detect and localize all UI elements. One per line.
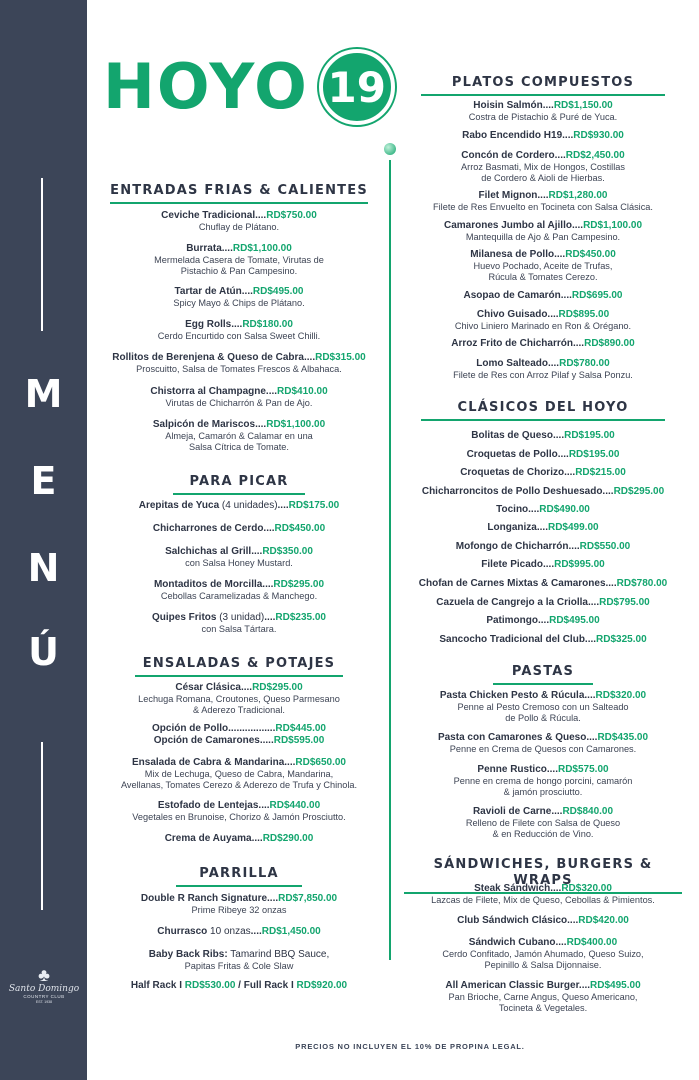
menu-item: Filet Mignon....RD$1,280.00 Filete de Res Envuelto en Tocineta con Salsa Clásica. (433, 190, 653, 212)
menu-item: Ensalada de Cabra & Mandarina....RD$650.00 Mix de Lechuga, Queso de Cabra, Mandarina, Avellanas, Tomates Cerezo & Aderezo de Trufa y Chinola. (120, 757, 358, 790)
menu-item: Arepitas de Yuca (4 unidades)....RD$175.00 (138, 500, 340, 511)
menu-item: Ravioli de Carne....RD$840.00 Relleno de Filete con Salsa de Queso & en Reducción de Vino. (465, 806, 621, 839)
menu-item: Quipes Fritos (3 unidad)....RD$235.00 con Salsa Tártara. (152, 612, 326, 634)
menu-item: Baby Back Ribs: Tamarind BBQ Sauce, Papitas Fritas & Cole Slaw (148, 949, 330, 971)
menu-item: Chicharroncitos de Pollo Deshuesado....RD$295.00 (421, 486, 665, 497)
menu-letter-e: E (30, 459, 57, 503)
club-logo (8, 966, 80, 1005)
title-text: HOYO (103, 50, 309, 123)
menu-item: Steak Sándwich....RD$320.00 Lazcas de Filete, Mix de Queso, Cebollas & Pimientos. (431, 883, 655, 905)
menu-item: Rabo Encendido H19....RD$930.00 (462, 130, 624, 141)
menu-item: Chistorra al Champagne....RD$410.00 Virutas de Chicharrón & Pan de Ajo. (150, 386, 328, 408)
logo-subtitle: COUNTRY CLUB (23, 994, 65, 999)
menu-item: Pasta Chicken Pesto & Rúcula....RD$320.00 Penne al Pesto Cremoso con un Salteado de Pollo & Rúcula. (439, 690, 647, 723)
menu-item: Churrasco 10 onzas....RD$1,450.00 (157, 926, 321, 937)
section-heading: PLATOS COMPUESTOS (421, 75, 665, 96)
section-heading: PARRILLA (176, 866, 302, 887)
menu-item: Longaniza....RD$499.00 (487, 522, 599, 533)
logo-script: Santo Domingo (8, 984, 80, 994)
menu-item: Lomo Salteado....RD$780.00 Filete de Res con Arroz Pilaf y Salsa Ponzu. (453, 358, 633, 380)
menu-item: Cazuela de Cangrejo a la Criolla....RD$795.00 (436, 597, 650, 608)
page-title (103, 50, 395, 124)
column-divider (389, 160, 391, 960)
footer-note: PRECIOS NO INCLUYEN EL 10% DE PROPINA LEGAL. (295, 1042, 525, 1051)
menu-item: Crema de Auyama....RD$290.00 (164, 833, 314, 844)
menu-item: Croquetas de Chorizo....RD$215.00 (460, 467, 626, 478)
menu-item: Filete Picado....RD$995.00 (481, 559, 605, 570)
menu-item: Ceviche Tradicional....RD$750.00 Chuflay de Plátano. (161, 210, 317, 232)
menu-item: Half Rack I RD$530.00 / Full Rack I RD$920.00 (130, 980, 348, 991)
menu-item: Asopao de Camarón....RD$695.00 (463, 290, 623, 301)
menu-item: Mofongo de Chicharrón....RD$550.00 (455, 541, 631, 552)
menu-item: César Clásica....RD$295.00 Lechuga Romana, Croutones, Queso Parmesano & Aderezo Tradicional. (138, 682, 340, 715)
title-badge: 19 (319, 49, 395, 125)
menu-item: Sancocho Tradicional del Club....RD$325.00 (439, 634, 647, 645)
section-heading: PASTAS (493, 664, 593, 685)
menu-letter-u: Ú (28, 630, 59, 674)
menu-item: Tocino....RD$490.00 (496, 504, 590, 515)
menu-item: Egg Rolls....RD$180.00 Cerdo Encurtido con Salsa Sweet Chilli. (157, 319, 321, 341)
menu-item: All American Classic Burger....RD$495.00 Pan Brioche, Carne Angus, Queso Americano, Tocineta & Vegetales. (445, 980, 641, 1013)
section-heading: ENSALADAS & POTAJES (135, 656, 343, 677)
menu-item: Double R Ranch Signature....RD$7,850.00 Prime Ribeye 32 onzas (140, 893, 338, 915)
menu-item: Penne Rustico....RD$575.00 Penne en crema de hongo porcini, camarón & jamón prosciutto. (453, 764, 633, 797)
menu-item: Burrata....RD$1,100.00 Mermelada Casera de Tomate, Virutas de Pistachio & Pan Campesino. (154, 243, 324, 276)
menu-item: Milanesa de Pollo....RD$450.00 Huevo Pochado, Aceite de Trufas, Rúcula & Tomates Cerezo. (470, 249, 616, 282)
sidebar (0, 0, 87, 1080)
menu-item: Opción de Pollo.................RD$445.00 (152, 723, 326, 734)
menu-item: Bolitas de Queso....RD$195.00 (471, 430, 615, 441)
menu-item: Estofado de Lentejas....RD$440.00 Vegetales en Brunoise, Chorizo & Jamón Prosciutto. (132, 800, 346, 822)
menu-item: Concón de Cordero....RD$2,450.00 Arroz Basmati, Mix de Hongos, Costillas de Cordero & Aioli de Hierbas. (461, 150, 625, 183)
menu-item: Chofan de Carnes Mixtas & Camarones....RD$780.00 (418, 578, 668, 589)
menu-item: Montaditos de Morcilla....RD$295.00 Cebollas Caramelizadas & Manchego. (153, 579, 325, 601)
menu-item: Opción de Camarones.....RD$595.00 (153, 735, 325, 746)
menu-item: Club Sándwich Clásico....RD$420.00 (457, 915, 629, 926)
section-heading: PARA PICAR (173, 474, 305, 495)
logo-established: EST. 1938 (35, 1000, 53, 1004)
sidebar-line-top (41, 178, 43, 331)
menu-item: Chivo Guisado....RD$895.00 Chivo Liniero Marinado en Ron & Orégano. (454, 309, 632, 331)
section-heading: ENTRADAS FRIAS & CALIENTES (110, 183, 368, 204)
menu-item: Patimongo....RD$495.00 (486, 615, 600, 626)
section-heading: SÁNDWICHES, BURGERS & WRAPS (404, 857, 682, 894)
section-heading: CLÁSICOS DEL HOYO (421, 400, 665, 421)
menu-item: Sándwich Cubano....RD$400.00 Cerdo Confitado, Jamón Ahumado, Queso Suizo, Pepinillo & Salsa Dijonnaise. (442, 937, 644, 970)
menu-item: Chicharrones de Cerdo....RD$450.00 (152, 523, 326, 534)
menu-item: Camarones Jumbo al Ajillo....RD$1,100.00 Mantequilla de Ajo & Pan Campesino. (443, 220, 643, 242)
palm-tree-icon: ♣ (38, 965, 50, 985)
menu-letter-n: N (27, 546, 60, 590)
menu-item: Tartar de Atún....RD$495.00 Spicy Mayo & Chips de Plátano. (173, 286, 305, 308)
menu-item: Salchichas al Grill....RD$350.00 con Salsa Honey Mustard. (165, 546, 313, 568)
menu-item: Rollitos de Berenjena & Queso de Cabra....RD$315.00 Proscuitto, Salsa de Tomates Frescos & Albahaca. (112, 352, 366, 374)
menu-item: Salpicón de Mariscos....RD$1,100.00 Almeja, Camarón & Calamar en una Salsa Cítrica de Tomate. (152, 419, 326, 452)
golf-ball-icon (384, 143, 396, 155)
menu-item: Croquetas de Pollo....RD$195.00 (466, 449, 620, 460)
sidebar-line-bottom (41, 742, 43, 910)
menu-item: Hoisin Salmón....RD$1,150.00 Costra de Pistachio & Puré de Yuca. (468, 100, 618, 122)
menu-item: Pasta con Camarones & Queso....RD$435.00 Penne en Crema de Quesos con Camarones. (437, 732, 649, 754)
menu-item: Arroz Frito de Chicharrón....RD$890.00 (451, 338, 635, 349)
menu-letter-m: M (24, 372, 63, 416)
